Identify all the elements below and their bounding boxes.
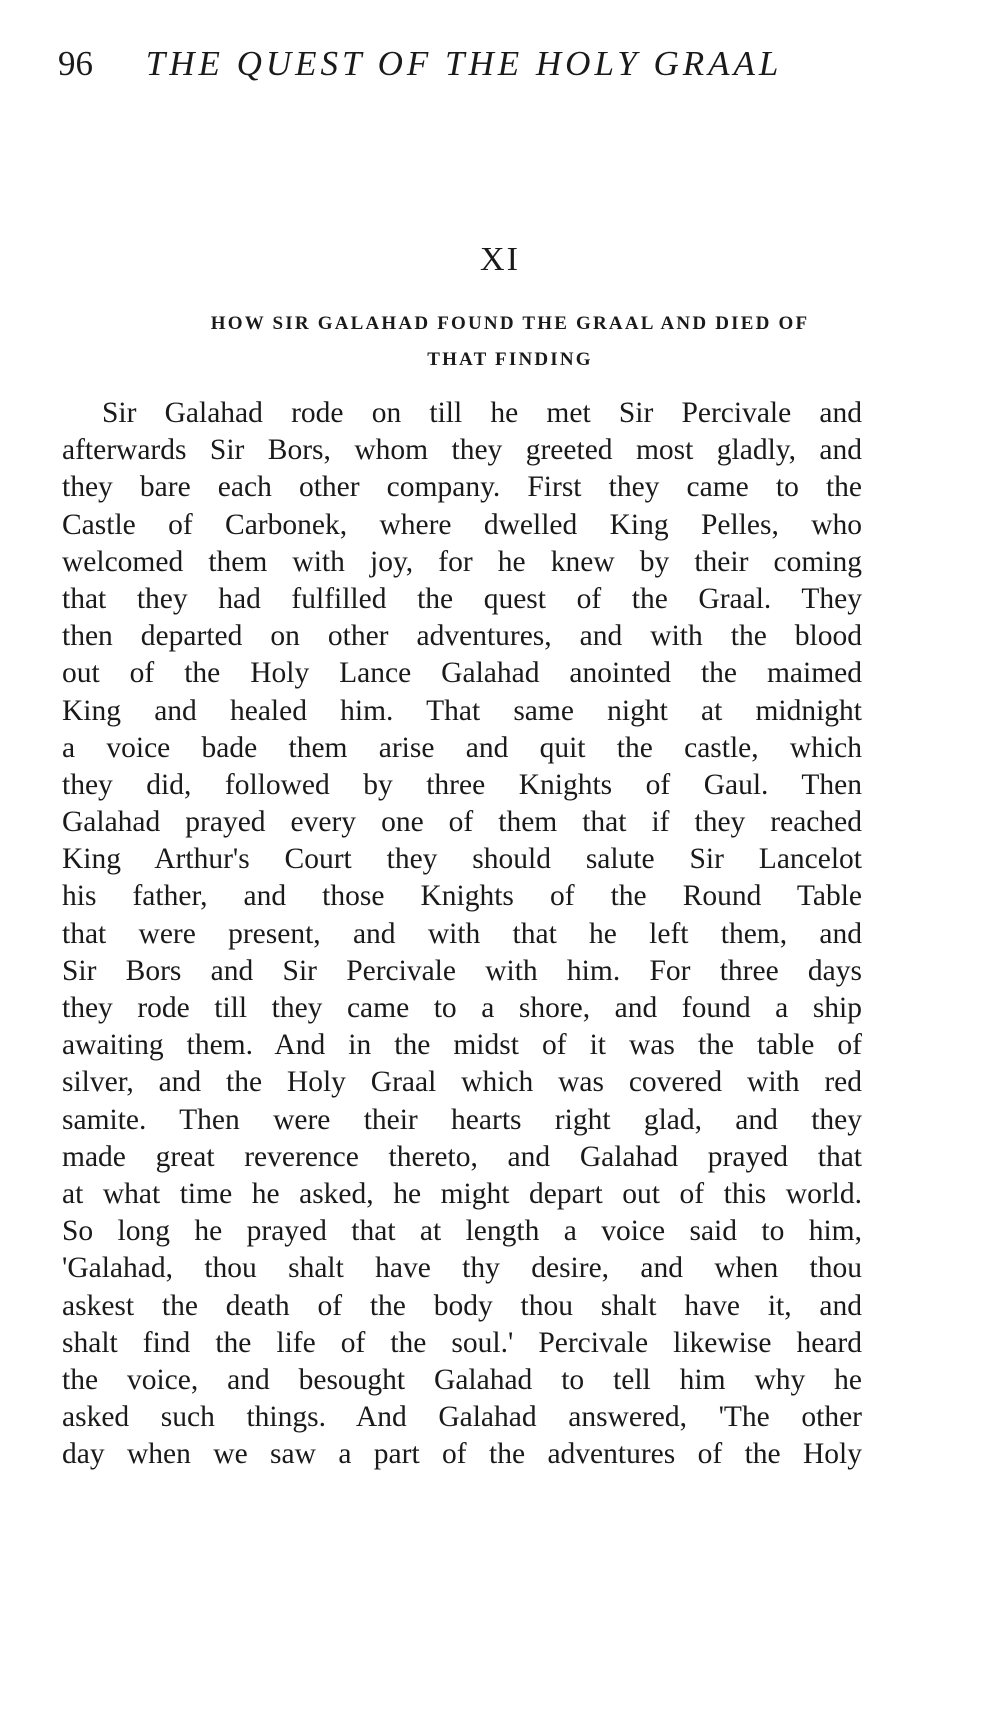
text-line: made great reverence thereto, and Galahad prayed that [62, 1140, 862, 1173]
text-line: that were present, and with that he left them, and [62, 917, 862, 950]
text-line: silver, and the Holy Graal which was covered with red [62, 1066, 862, 1099]
text-line: King and healed him. That same night at midnight [62, 694, 862, 727]
text-line: Sir Galahad rode on till he met Sir Percivale and [102, 397, 862, 429]
chapter-title [90, 306, 930, 378]
text-line: Sir Bors and Sir Percivale with him. For three days [62, 954, 862, 987]
text-line: King Arthur's Court they should salute Sir Lancelot [62, 843, 862, 876]
text-line: awaiting them. And in the midst of it was the table of [62, 1029, 862, 1062]
text-line: askest the death of the body thou shalt have it, and [62, 1289, 862, 1322]
text-line: welcomed them with joy, for he knew by their coming [62, 545, 862, 578]
text-line: day when we saw a part of the adventures of the Holy [62, 1438, 862, 1471]
text-line: So long he prayed that at length a voice said to him, [62, 1215, 862, 1248]
text-line: Castle of Carbonek, where dwelled King Pelles, who [62, 508, 862, 541]
text-line: they bare each other company. First they came to the [62, 471, 862, 504]
text-line: afterwards Sir Bors, whom they greeted most gladly, and [62, 434, 862, 467]
text-line: 'Galahad, thou shalt have thy desire, and when thou [62, 1252, 862, 1285]
text-line: samite. Then were their hearts right glad, and they [62, 1103, 862, 1136]
running-title: THE QUEST OF THE HOLY GRAAL [145, 44, 783, 83]
text-line: the voice, and besought Galahad to tell him why he [62, 1363, 862, 1396]
text-line: shalt find the life of the soul.' Percivale likewise heard [62, 1326, 862, 1359]
text-line: a voice bade them arise and quit the castle, which [62, 731, 862, 764]
text-line: Galahad prayed every one of them that if they reached [62, 806, 862, 839]
text-line: asked such things. And Galahad answered, 'The other [62, 1401, 862, 1434]
running-head [58, 42, 858, 86]
text-line: at what time he asked, he might depart out of this world. [62, 1177, 862, 1210]
chapter-title-line: THAT FINDING [427, 349, 593, 370]
text-line: they did, followed by three Knights of Gaul. Then [62, 768, 862, 801]
body-text [62, 395, 862, 1473]
chapter-number: XI [480, 241, 520, 278]
page-number: 96 [58, 44, 93, 83]
text-line: out of the Holy Lance Galahad anointed the maimed [62, 657, 862, 690]
text-line: that they had fulfilled the quest of the Graal. They [62, 582, 862, 615]
text-line: his father, and those Knights of the Round Table [62, 880, 862, 913]
chapter-title-line: HOW SIR GALAHAD FOUND THE GRAAL AND DIED OF [210, 313, 810, 334]
text-line: then departed on other adventures, and with the blood [62, 620, 862, 653]
text-line: they rode till they came to a shore, and found a ship [62, 992, 862, 1024]
